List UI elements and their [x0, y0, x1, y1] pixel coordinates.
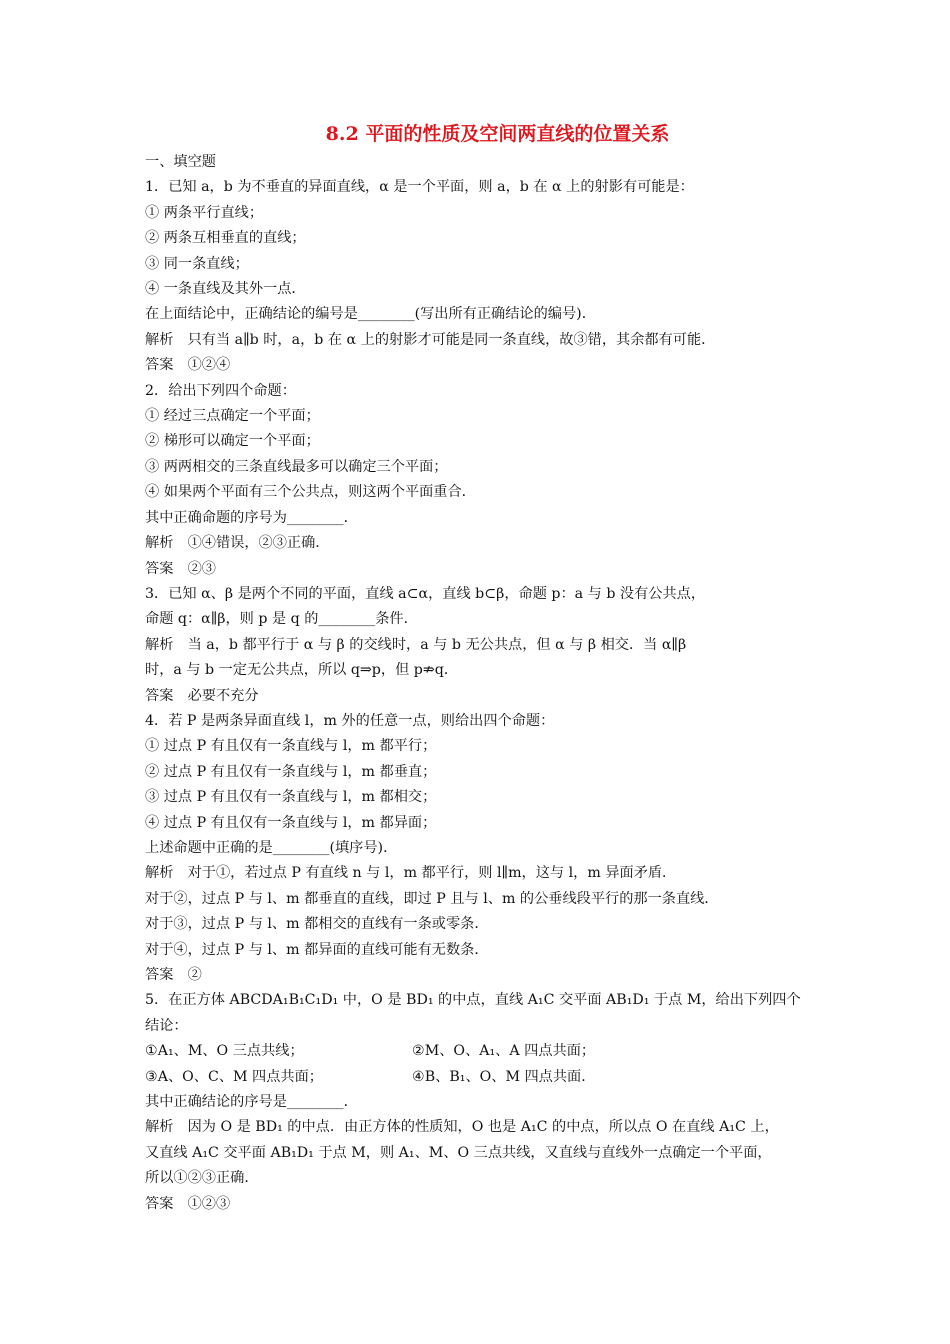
text-line: ③ 两两相交的三条直线最多可以确定三个平面；	[145, 458, 448, 475]
text-line: 在上面结论中，正确结论的编号是________(写出所有正确结论的编号)．	[145, 306, 596, 323]
text-line: 解析 ①④错误，②③正确．	[145, 535, 330, 552]
text-line: ① 过点 P 有且仅有一条直线与 l，m 都平行；	[145, 738, 437, 755]
text-line: 答案 ②③	[145, 560, 216, 577]
conclusion-row	[145, 1039, 825, 1064]
text-line: ② 两条互相垂直的直线；	[145, 230, 306, 247]
content-lines	[145, 150, 825, 1039]
text-line: 5．在正方体 ABCDA₁B₁C₁D₁ 中，O 是 BD₁ 的中点，直线 A₁C 交平面 AB₁D₁ 于点 M，给出下列四个	[145, 992, 801, 1009]
text-line: 对于④，过点 P 与 l、m 都异面的直线可能有无数条．	[145, 941, 489, 958]
text-line: ④ 过点 P 有且仅有一条直线与 l，m 都异面；	[145, 814, 437, 831]
text-line: 解析 对于①，若过点 P 有直线 n 与 l，m 都平行，则 l∥m，这与 l，m 异面矛盾．	[145, 865, 677, 882]
text-line: 2．给出下列四个命题：	[145, 382, 296, 399]
text-line: 对于②，过点 P 与 l、m 都垂直的直线，即过 P 且与 l、m 的公垂线段平行的那一条直线．	[145, 890, 719, 907]
text-line: 1．已知 a，b 为不垂直的异面直线，α 是一个平面，则 a，b 在 α 上的射影有可能是：	[145, 179, 694, 196]
conclusion-table	[145, 1039, 825, 1090]
page-title: 8.2 平面的性质及空间两直线的位置关系	[325, 123, 670, 145]
text-line: ④ 如果两个平面有三个公共点，则这两个平面重合．	[145, 484, 476, 501]
conclusion-item: ④B、B₁、O、M 四点共面．	[412, 1068, 596, 1085]
text-line: 解析 当 a，b 都平行于 α 与 β 的交线时，a 与 b 无公共点，但 α 与 β 相交．当 α∥β	[145, 636, 687, 653]
content-tail	[145, 1090, 825, 1217]
conclusion-item: ②M、O、A₁、A 四点共面；	[412, 1043, 596, 1060]
text-line: 答案 ①②③	[145, 1195, 231, 1212]
text-line: 其中正确命题的序号为________．	[145, 509, 358, 526]
text-line: 时，a 与 b 一定无公共点，所以 q⇒p，但 p⇏q．	[145, 662, 459, 679]
text-line: 其中正确结论的序号是________．	[145, 1094, 358, 1111]
conclusion-row	[145, 1065, 825, 1090]
text-line: ③ 过点 P 有且仅有一条直线与 l，m 都相交；	[145, 789, 437, 806]
text-line: 命题 q：α∥β，则 p 是 q 的________条件．	[145, 611, 418, 628]
text-line: 结论：	[145, 1017, 188, 1034]
conclusion-item: ③A、O、C、M 四点共面；	[145, 1068, 323, 1085]
document-body	[145, 118, 825, 1217]
text-line: ③ 同一条直线；	[145, 255, 249, 272]
text-line: 答案 ②	[145, 967, 202, 983]
text-line: 对于③，过点 P 与 l、m 都相交的直线有一条或零条．	[145, 916, 489, 933]
text-line: 一、填空题	[145, 154, 216, 170]
text-line: 又直线 A₁C 交平面 AB₁D₁ 于点 M，则 A₁、M、O 三点共线，又直线与直线外一点确定一个平面，	[145, 1144, 772, 1161]
text-line: 所以①②③正确．	[145, 1170, 259, 1187]
text-line: 4．若 P 是两条异面直线 l，m 外的任意一点，则给出四个命题：	[145, 712, 555, 729]
text-line: 答案 ①②④	[145, 357, 231, 374]
conclusion-item: ①A₁、M、O 三点共线；	[145, 1043, 304, 1060]
text-line: ① 经过三点确定一个平面；	[145, 408, 320, 425]
text-line: ④ 一条直线及其外一点．	[145, 281, 306, 298]
text-line: 3．已知 α、β 是两个不同的平面，直线 a⊂α，直线 b⊂β，命题 p：a 与 b 没有公共点，	[145, 585, 706, 602]
text-line: ② 过点 P 有且仅有一条直线与 l，m 都垂直；	[145, 763, 437, 780]
text-line: 上述命题中正确的是________(填序号)．	[145, 839, 398, 856]
text-line: ② 梯形可以确定一个平面；	[145, 433, 320, 450]
text-line: 答案 必要不充分	[145, 687, 259, 704]
text-line: ① 两条平行直线；	[145, 204, 264, 221]
text-line: 解析 因为 O 是 BD₁ 的中点．由正方体的性质知，O 也是 A₁C 的中点，所以点 O 在直线 A₁C 上，	[145, 1119, 779, 1136]
text-line: 解析 只有当 a∥b 时，a，b 在 α 上的射影才可能是同一条直线，故③错，其余都有可能．	[145, 331, 716, 348]
